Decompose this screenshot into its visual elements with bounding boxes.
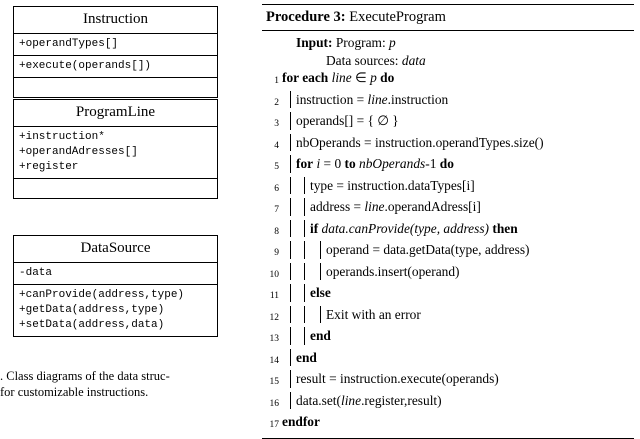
uml-attributes-section: [14, 34, 217, 55]
algorithm-line: [264, 263, 632, 285]
block-rule: [290, 306, 291, 324]
algorithm-line-code: [282, 91, 632, 109]
algorithm-procedure-name: ExecuteProgram: [349, 9, 446, 25]
block-rule: [290, 112, 291, 130]
line-number: 2: [274, 97, 279, 108]
uml-empty-section: [14, 178, 217, 198]
line-number: 11: [269, 291, 279, 301]
algorithm-line: [264, 134, 632, 156]
uml-attribute: +operandAdresses[]: [19, 146, 138, 158]
algorithm-line-text: operand = data.getData(type, address): [326, 242, 530, 257]
algorithm-line: [264, 177, 632, 199]
uml-methods-section: [14, 55, 217, 77]
algorithm-line-code: [282, 155, 632, 173]
block-rule: [304, 263, 305, 281]
uml-method: +setData(address,data): [19, 319, 165, 331]
algorithm-procedure-label: Procedure 3:: [266, 9, 346, 25]
line-number: 5: [274, 162, 279, 172]
block-rule: [320, 263, 321, 281]
figure-caption-line1: . Class diagrams of the data struc-: [0, 369, 170, 383]
algorithm-line-text: Exit with an error: [326, 306, 421, 322]
line-number: [264, 34, 282, 38]
algorithm-line-text: if data.canProvide(type, address) then: [310, 220, 518, 236]
block-rule: [304, 284, 305, 302]
algorithm-line-text: operands[] = { ∅ }: [296, 113, 399, 128]
line-number: 13: [269, 334, 279, 344]
line-number: 12: [269, 312, 279, 323]
line-number: 3: [274, 119, 279, 129]
algorithm-line-text: endfor: [282, 414, 320, 429]
algorithm-line: [264, 91, 632, 113]
algorithm-line-code: [282, 177, 632, 195]
block-rule: [290, 155, 291, 173]
uml-attributes-section: [14, 127, 217, 178]
algorithm-line-code: [282, 134, 632, 152]
uml-attributes-section: [14, 263, 217, 284]
algorithm-input-2: [282, 52, 632, 70]
algorithm-line-text: for each line ∈ p do: [282, 70, 395, 85]
uml-attribute: +operandTypes[]: [19, 38, 119, 50]
algorithm-line: [264, 155, 632, 177]
algorithm-input-line: [264, 34, 632, 52]
algorithm-line: [264, 241, 632, 263]
line-number: 14: [269, 355, 279, 366]
algorithm-input-line-2: [264, 52, 632, 70]
block-rule: [290, 370, 291, 388]
algorithm-line-text: type = instruction.dataTypes[i]: [310, 177, 475, 193]
block-rule: [290, 349, 291, 367]
algorithm-line-text: for i = 0 to nbOperands-1 do: [296, 156, 454, 171]
algorithm-line-code: [282, 306, 632, 324]
figure-caption: [0, 368, 240, 400]
algorithm-line-code: [282, 220, 632, 238]
algorithm-line: [264, 392, 632, 414]
algorithm-line: [264, 284, 632, 306]
algorithm-line-code: [282, 327, 632, 345]
uml-method: +getData(address,type): [19, 304, 165, 316]
block-rule: [304, 177, 305, 195]
uml-class-name: Instruction: [14, 7, 217, 34]
algorithm-line: [264, 370, 632, 392]
algorithm-line-text: operands.insert(operand): [326, 263, 460, 279]
block-rule: [304, 220, 305, 238]
algorithm-line: [264, 306, 632, 328]
algorithm-line-text: end: [310, 328, 331, 343]
algorithm-line-code: [282, 69, 632, 87]
algorithm-line: [264, 198, 632, 220]
block-rule: [320, 241, 321, 259]
block-rule: [290, 263, 291, 281]
uml-class-datasource: [13, 235, 218, 337]
line-number: 10: [269, 269, 279, 280]
block-rule: [290, 241, 291, 259]
uml-class-name: ProgramLine: [14, 100, 217, 127]
input-label: Input:: [296, 35, 333, 50]
line-number: 7: [274, 205, 279, 215]
algorithm-block: [262, 4, 634, 439]
line-number: 4: [274, 140, 279, 151]
uml-attribute: -data: [19, 267, 53, 279]
block-rule: [320, 306, 321, 324]
line-number: 9: [274, 248, 279, 258]
input-value: Program: p: [335, 35, 396, 50]
block-rule: [290, 392, 291, 410]
algorithm-line-text: instruction = line.instruction: [296, 91, 449, 107]
algorithm-input: [282, 34, 632, 52]
algorithm-line-code: [282, 370, 632, 388]
line-number: 8: [274, 226, 279, 237]
algorithm-line: [264, 69, 632, 91]
algorithm-body: [262, 31, 634, 438]
class-diagram-figure: [0, 0, 250, 414]
block-rule: [290, 91, 291, 109]
algorithm-line-text: address = line.operandAdress[i]: [310, 199, 481, 214]
algorithm-line-code: [282, 198, 632, 216]
algorithm-lines: [264, 69, 632, 435]
input-line2-value: data: [401, 52, 426, 68]
algorithm-line-text: else: [310, 285, 331, 300]
algorithm-line-text: data.set(line.register,result): [296, 392, 442, 408]
block-rule: [304, 327, 305, 345]
line-number: 16: [269, 398, 279, 409]
block-rule: [290, 220, 291, 238]
algorithm-line: [264, 112, 632, 134]
uml-empty-section: [14, 77, 217, 97]
line-number: 17: [269, 420, 279, 430]
algorithm-line: [264, 327, 632, 349]
algorithm-line-code: [282, 284, 632, 302]
uml-class-programline: [13, 99, 218, 199]
block-rule: [290, 134, 291, 152]
block-rule: [304, 306, 305, 324]
uml-methods-section: [14, 284, 217, 336]
input-line2-label: Data sources:: [326, 52, 399, 68]
uml-attribute: +register: [19, 161, 79, 173]
uml-class-instruction: [13, 6, 218, 98]
algorithm-line-code: [282, 112, 632, 130]
algorithm-line-code: [282, 349, 632, 367]
algorithm-line-text: result = instruction.execute(operands): [296, 371, 499, 386]
uml-method: +execute(operands[]): [19, 60, 152, 72]
uml-method: +canProvide(address,type): [19, 289, 185, 301]
block-rule: [290, 177, 291, 195]
block-rule: [290, 198, 291, 216]
algorithm-line: [264, 220, 632, 242]
figure-caption-line2: for customizable instructions.: [0, 385, 149, 399]
algorithm-line: [264, 349, 632, 371]
uml-attribute: +instruction*: [19, 131, 105, 143]
line-number: [264, 52, 282, 56]
algorithm-line: [264, 413, 632, 435]
block-rule: [290, 284, 291, 302]
uml-class-name: DataSource: [14, 236, 217, 263]
algorithm-line-text: nbOperands = instruction.operandTypes.size(): [296, 134, 544, 150]
block-rule: [290, 327, 291, 345]
line-number: 1: [274, 76, 279, 86]
algorithm-line-code: [282, 413, 632, 431]
line-number: 6: [274, 183, 279, 194]
algorithm-line-code: [282, 241, 632, 259]
block-rule: [304, 241, 305, 259]
algorithm-header: [262, 5, 634, 31]
algorithm-line-code: [282, 263, 632, 281]
block-rule: [304, 198, 305, 216]
algorithm-line-text: end: [296, 349, 317, 365]
line-number: 15: [269, 377, 279, 387]
algorithm-line-code: [282, 392, 632, 410]
